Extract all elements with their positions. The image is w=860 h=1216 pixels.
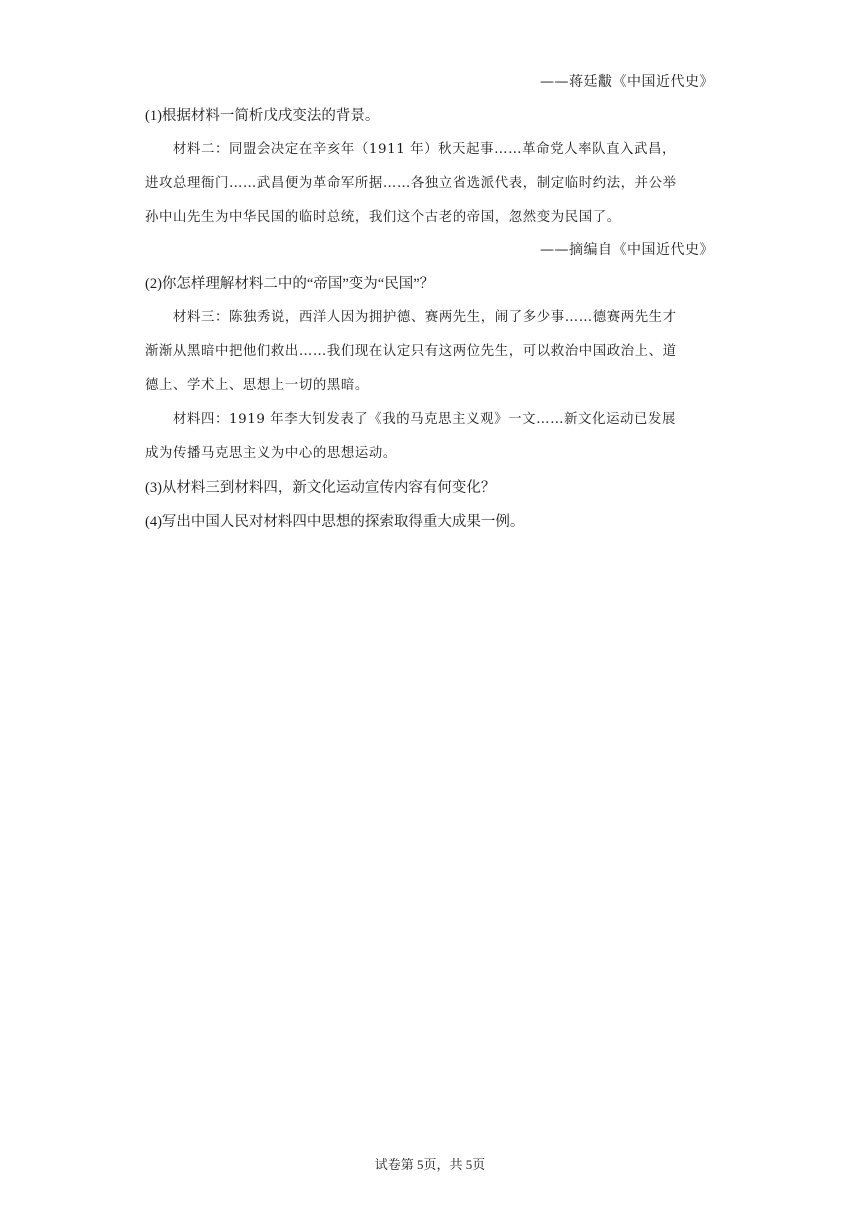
material-3-line-3: 德上、学术上、思想上一切的黑暗。: [145, 378, 369, 393]
material-4-line-2: 成为传播马克思主义为中心的思想运动。: [145, 446, 397, 461]
material-2-line-3: 孙中山先生为中华民国的临时总统，我们这个古老的帝国，忽然变为民国了。: [145, 210, 621, 225]
material-4-line-1: 材料四：1919 年李大钊发表了《我的马克思主义观》一文……新文化运动已发展: [173, 412, 677, 427]
material-2-line-1: 材料二：同盟会决定在辛亥年（1911 年）秋天起事……革命党人率队直入武昌，: [173, 142, 677, 157]
question-3: (3)从材料三到材料四，新文化运动宣传内容有何变化？: [145, 480, 496, 496]
material-3-line-2: 渐渐从黑暗中把他们救出……我们现在认定只有这两位先生，可以救治中国政治上、道: [145, 344, 677, 359]
question-4: (4)写出中国人民对材料四中思想的探索取得重大成果一例。: [145, 514, 525, 530]
question-2: (2)你怎样理解材料二中的“帝国”变为“民国”？: [145, 276, 435, 292]
material-3-line-1: 材料三：陈独秀说，西洋人因为拥护德、赛两先生，闹了多少事……德赛两先生才: [173, 310, 677, 325]
material-2-line-2: 进攻总理衙门……武昌便为革命军所据……各独立省选派代表，制定临时约法，并公举: [145, 176, 677, 191]
material-1-source: ——蒋廷黻《中国近代史》: [540, 74, 714, 90]
material-2-source: ——摘编自《中国近代史》: [540, 242, 714, 258]
question-1: (1)根据材料一简析戊戌变法的背景。: [145, 108, 380, 124]
page-footer: 试卷第 5页，共 5页: [374, 1157, 486, 1172]
